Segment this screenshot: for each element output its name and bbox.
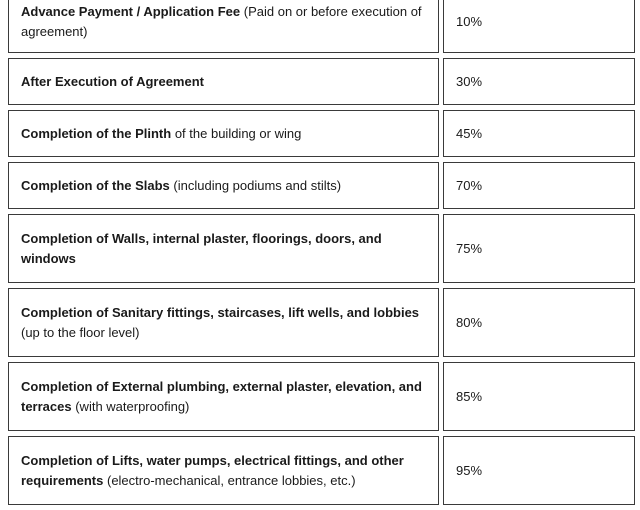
milestone-text xyxy=(21,377,428,417)
milestone-cell xyxy=(8,162,439,209)
percent-value: 45% xyxy=(456,126,483,141)
percent-value: 85% xyxy=(456,389,483,404)
milestone-cell xyxy=(8,0,439,53)
percent-value: 70% xyxy=(456,178,483,193)
percent-value: 10% xyxy=(456,14,483,29)
milestone-note: (Paid on or before execution of agreement) xyxy=(21,3,422,39)
table-row xyxy=(0,288,640,357)
milestone-bold: Completion of the Plinth xyxy=(21,125,172,141)
milestone-bold: After Execution of Agreement xyxy=(21,73,204,89)
milestone-text xyxy=(21,303,428,343)
percent-cell xyxy=(443,214,635,283)
table-row xyxy=(0,58,640,105)
percent-value: 95% xyxy=(456,463,483,478)
milestone-text xyxy=(21,451,428,491)
milestone-bold: Completion of Sanitary fittings, staircases, lift wells, and lobbies xyxy=(21,304,420,320)
milestone-note: (up to the floor level) xyxy=(21,324,140,340)
milestone-cell xyxy=(8,214,439,283)
milestone-note: (including podiums and stilts) xyxy=(169,177,342,193)
milestone-cell xyxy=(8,288,439,357)
table-row xyxy=(0,362,640,431)
milestone-note: (with waterproofing) xyxy=(71,398,190,414)
table-row xyxy=(0,214,640,283)
percent-cell xyxy=(443,288,635,357)
percent-value: 80% xyxy=(456,315,483,330)
milestone-bold: Completion of Lifts, water pumps, electrical fittings, and other requirements xyxy=(21,452,404,488)
milestone-cell xyxy=(8,436,439,505)
table-row xyxy=(0,162,640,209)
percent-cell xyxy=(443,110,635,157)
milestone-text xyxy=(21,124,301,144)
table-row xyxy=(0,110,640,157)
percent-cell xyxy=(443,362,635,431)
percent-cell xyxy=(443,162,635,209)
percent-cell xyxy=(443,0,635,53)
milestone-bold: Advance Payment / Application Fee xyxy=(21,3,241,19)
percent-value: 75% xyxy=(456,241,483,256)
table-row xyxy=(0,436,640,505)
milestone-text xyxy=(21,176,341,196)
milestone-bold: Completion of the Slabs xyxy=(21,177,170,193)
milestone-cell xyxy=(8,110,439,157)
milestone-note: (electro-mechanical, entrance lobbies, etc.) xyxy=(103,472,356,488)
milestone-note: of the building or wing xyxy=(171,125,302,141)
milestone-text xyxy=(21,2,428,42)
milestone-cell xyxy=(8,58,439,105)
milestone-text xyxy=(21,72,204,92)
percent-value: 30% xyxy=(456,74,483,89)
percent-cell xyxy=(443,436,635,505)
milestone-text xyxy=(21,229,428,269)
table-row xyxy=(0,0,640,53)
milestone-bold: Completion of External plumbing, external plaster, elevation, and terraces xyxy=(21,378,422,414)
milestone-bold: Completion of Walls, internal plaster, floorings, doors, and windows xyxy=(21,230,382,266)
percent-cell xyxy=(443,58,635,105)
milestone-cell xyxy=(8,362,439,431)
